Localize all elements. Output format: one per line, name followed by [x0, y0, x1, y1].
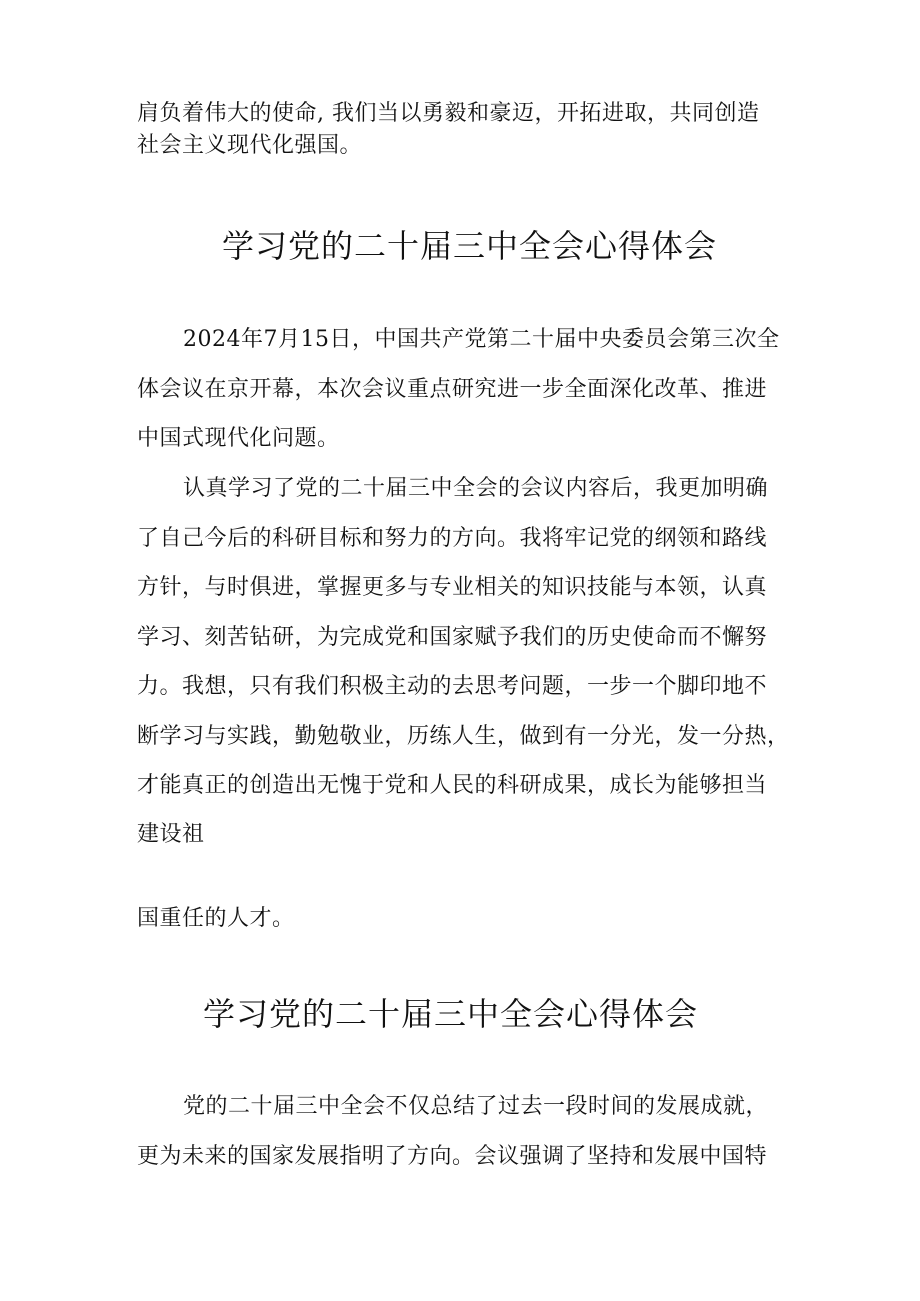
section2-title: 学习党的二十届三中全会心得体会: [203, 995, 699, 1033]
s1-p3-line-1: 国重任的人才。: [137, 906, 295, 931]
s1-p2-line-3: 方针，与时俱进，掌握更多与专业相关的知识技能与本领，认真: [137, 575, 768, 600]
s2-p1-line-1: 党的二十届三中全会不仅总结了过去一段时间的发展成就，: [183, 1094, 769, 1119]
s1-p2-line-6: 断学习与实践，勤勉敬业，历练人生，做到有一分光，发一分热，: [137, 724, 790, 749]
s1-p2-line-2: 了自己今后的科研目标和努力的方向。我将牢记党的纲领和路线: [137, 526, 768, 551]
s1-p1-line-1: 2024年7月15日，中国共产党第二十届中央委员会第三次全: [183, 327, 780, 352]
s2-p1-line-2: 更为未来的国家发展指明了方向。会议强调了坚持和发展中国特: [137, 1144, 768, 1169]
intro-line-1: 肩负着伟大的使命, 我们当以勇毅和豪迈，开拓进取，共同创造: [137, 101, 760, 126]
s1-p1-line-3: 中国式现代化问题。: [137, 426, 340, 451]
s1-p2-line-8: 建设祖: [137, 822, 205, 847]
s1-p2-line-7: 才能真正的创造出无愧于党和人民的科研成果，成长为能够担当: [137, 773, 768, 798]
s1-p2-line-4: 学习、刻苦钻研，为完成党和国家赋予我们的历史使命而不懈努: [137, 625, 768, 650]
s1-p2-line-5: 力。我想，只有我们积极主动的去思考问题，一步一个脚印地不: [137, 674, 768, 699]
s1-p1-line-2: 体会议在京开幕，本次会议重点研究进一步全面深化改革、推进: [137, 377, 768, 402]
s1-p2-line-1: 认真学习了党的二十届三中全会的会议内容后，我更加明确: [183, 476, 769, 501]
section1-title: 学习党的二十届三中全会心得体会: [222, 227, 718, 265]
intro-line-2: 社会主义现代化强国。: [137, 133, 363, 158]
